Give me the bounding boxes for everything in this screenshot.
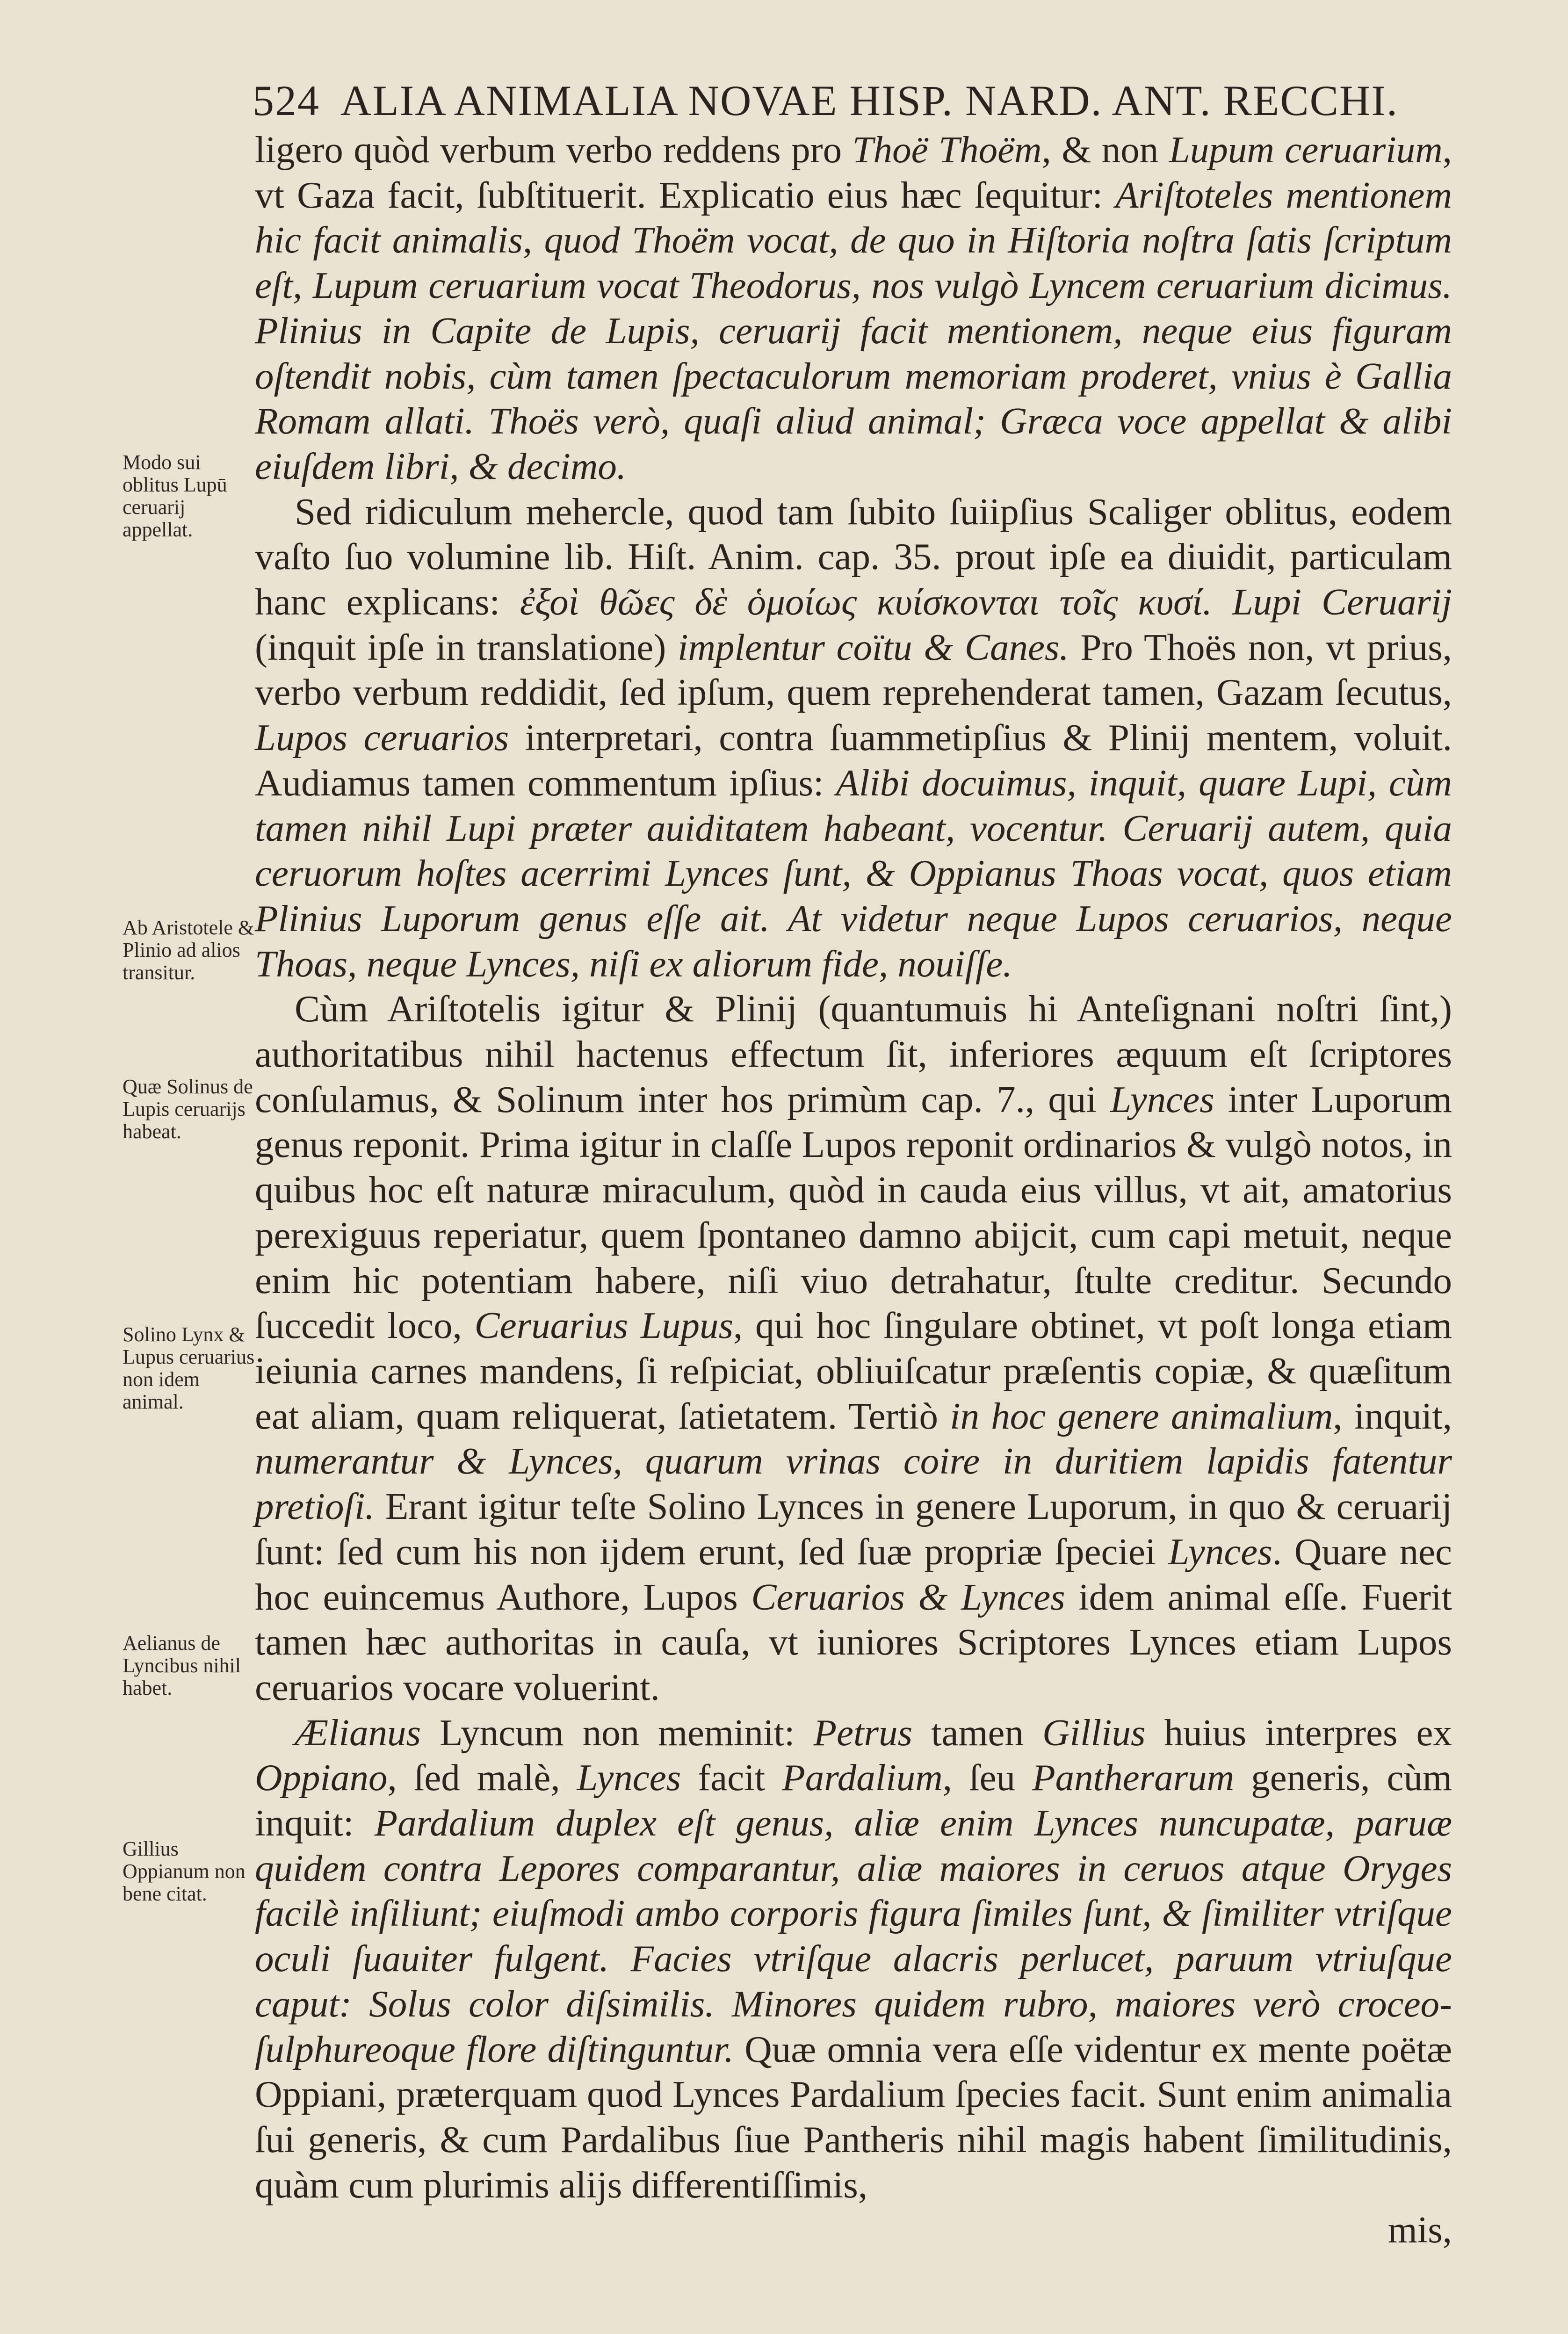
margin-note: Quæ Solinus de Lupis ceruarijs habeat. [123,1075,253,1143]
margin-notes [123,0,263,2334]
text-run: huius interpres ex [1145,1711,1452,1754]
margin-note: Gillius Oppianum non bene citat. [123,1837,246,1905]
paragraph [255,986,1452,1710]
text-run: , & non [1041,129,1169,171]
main-text [255,127,1452,2251]
text-run: facit [681,1756,782,1799]
italic-run: Lupos ceruarios [255,716,509,759]
catchword: mis, [1387,2209,1452,2251]
text-run: , inquit, [1333,1395,1452,1437]
paragraph [255,127,1452,489]
margin-note: Solino Lynx & Lupus ceruarius non idem animal. [123,1323,255,1413]
italic-run: Pardalium duplex eſt genus, aliæ enim Lynces nuncupatæ, paruæ quidem contra Lepores comparantur, aliæ maiores in ceruos atque Oryges facilè inſiliunt; eiuſmodi ambo corporis figura ſimiles ſunt, & ſimiliter vtriſque oculi ſuauiter fulgent. Facies vtriſque alacris perlucet, paruum vtriuſque caput: Solus color diſsimilis. Minores quidem rubro, maiores verò croceo-ſulphureoque flore diſtinguntur. [255,1802,1452,2070]
running-title: ALIA ANIMALIA NOVAE HISP. NARD. ANT. RECCHI. [340,77,1399,124]
italic-run: Lynces [1110,1078,1214,1120]
italic-run: Lupi Ceruarij [1232,581,1452,623]
text-run: interpretari, contra ſuammetipſius & Plinij mentem, voluit. Audiamus tamen commentum ipſius: [255,716,1452,804]
italic-run: Lynces [577,1756,681,1799]
text-run: tamen [912,1711,1043,1754]
text-run: generis, cùm inquit: [255,1756,1452,1844]
italic-run: Gillius [1042,1711,1146,1754]
margin-note: Modo sui oblitus Lupū ceruarij appellat. [123,451,227,541]
page-number: 524 [253,77,320,124]
text-run: , ſeu [942,1756,1033,1799]
italic-run: Oppiano [255,1756,388,1799]
text-run: , ſed malè, [387,1756,577,1799]
italic-run: Ælianus [295,1711,421,1754]
paragraph [255,489,1452,987]
italic-run: Ceruarios & Lynces [751,1575,1065,1618]
running-header [253,70,1450,131]
text-run: Pro Thoës non, vt prius, verbo verbum reddidit, ſed ipſum, quem reprehenderat tamen, Gazam ſecutus, [255,626,1452,714]
text-run: . Quare nec hoc euincemus Authore, Lupos [255,1530,1452,1618]
italic-run: Ceruarius Lupus [474,1304,734,1347]
italic-run: ἐξοὶ θῶες δὲ ὁμοίως κυίσκονται τοῖς κυσί. [520,581,1232,623]
italic-run: Lupum ceruarium [1169,129,1443,171]
italic-run: Pardalium [782,1756,943,1799]
text-run: Erant igitur teſte Solino Lynces in genere Luporum, in quo & ceruarij ſunt: ſed cum his non ijdem erunt, ſed ſuæ propriæ ſpeciei [255,1485,1452,1573]
text-run: Cùm Ariſtotelis igitur & Plinij (quantumuis hi Anteſignani noſtri ſint,) authoritatibus nihil hactenus effectum ſit, inferiores æquum eſt ſcriptores conſulamus, & Solinum inter hos primùm cap. 7., qui [255,988,1452,1120]
text-run: , vt Gaza facit, ſubſtituerit. Explicatio eius hæc ſequitur: [255,129,1452,216]
italic-run: Petrus [813,1711,913,1754]
text-run: ligero quòd verbum verbo reddens pro [255,129,853,171]
italic-run: numerantur & Lynces, quarum vrinas coire in duritiem lapidis fatentur pretioſi. [255,1440,1452,1528]
text-run: (inquit ipſe in translatione) [255,626,678,668]
italic-run: in hoc genere animalium [950,1395,1333,1437]
italic-run: Ariſtoteles mentionem hic facit animalis, quod Thoëm vocat, de quo in Hiſtoria noſtra ſatis ſcriptum eſt, Lupum ceruarium vocat Theodorus, nos vulgò Lyncem ceruarium dicimus. Plinius in Capite de Lupis, ceruarij facit mentionem, neque eius figuram oſtendit nobis, cùm tamen ſpectaculorum memoriam proderet, vnius è Gallia Romam allati. Thoës verò, quaſi aliud animal; Græca voce appellat & alibi eiuſdem libri, & decimo. [255,173,1452,487]
text-run: , qui hoc ſingulare obtinet, vt poſt longa etiam ieiunia carnes mandens, ſi reſpiciat, obliuiſcatur præſentis copiæ, & quæſitum eat aliam, quam reliquerat, ſatietatem. Tertiò [255,1304,1452,1437]
margin-note: Aelianus de Lyncibus nihil habet. [123,1632,241,1699]
italic-run: Alibi docuimus, inquit, quare Lupi, cùm tamen nihil Lupi præter auiditatem habeant, vocentur. Ceruarij autem, quia ceruorum hoſtes acerrimi Lynces ſunt, & Oppianus Thoas vocat, quos etiam Plinius Luporum genus eſſe ait. At videtur neque Lupos ceruarios, neque Thoas, neque Lynces, niſi ex aliorum fide, nouiſſe. [255,761,1452,985]
text-run: Quæ omnia vera eſſe videntur ex mente poëtæ Oppiani, præterquam quod Lynces Pardalium ſpecies facit. Sunt enim animalia ſui generis, & cum Pardalibus ſiue Pantheris nihil magis habent ſimilitudinis, quàm cum plurimis alijs differentiſſimis, [255,2028,1452,2206]
margin-note: Ab Aristotele & Plinio ad alios transitur. [123,916,254,984]
italic-run: Pantherarum [1032,1756,1235,1799]
paragraph [255,1710,1452,2208]
italic-run: Thoë Thoëm [852,129,1042,171]
italic-run: Lynces [1168,1530,1272,1573]
text-run: Lyncum non meminit: [421,1711,814,1754]
text-run: idem animal eſſe. Fuerit tamen hæc authoritas in cauſa, vt iuniores Scriptores Lynces etiam Lupos ceruarios vocare voluerint. [255,1575,1452,1708]
text-run: inter Luporum genus reponit. Prima igitur in claſſe Lupos reponit ordinarios & vulgò notos, in quibus hoc eſt naturæ miraculum, quòd in cauda eius villus, vt ait, amatorius perexiguus reperiatur, quem ſpontaneo damno abijcit, cum capi metuit, neque enim hic potentiam habere, niſi viuo detrahatur, ſtulte creditur. Secundo ſuccedit loco, [255,1078,1452,1347]
italic-run: implentur coïtu & Canes. [677,626,1069,668]
text-run: Sed ridiculum mehercle, quod tam ſubito ſuiipſius Scaliger oblitus, eodem vaſto ſuo volumine lib. Hiſt. Anim. cap. 35. prout ipſe ea diuidit, particulam hanc explicans: [255,490,1452,623]
